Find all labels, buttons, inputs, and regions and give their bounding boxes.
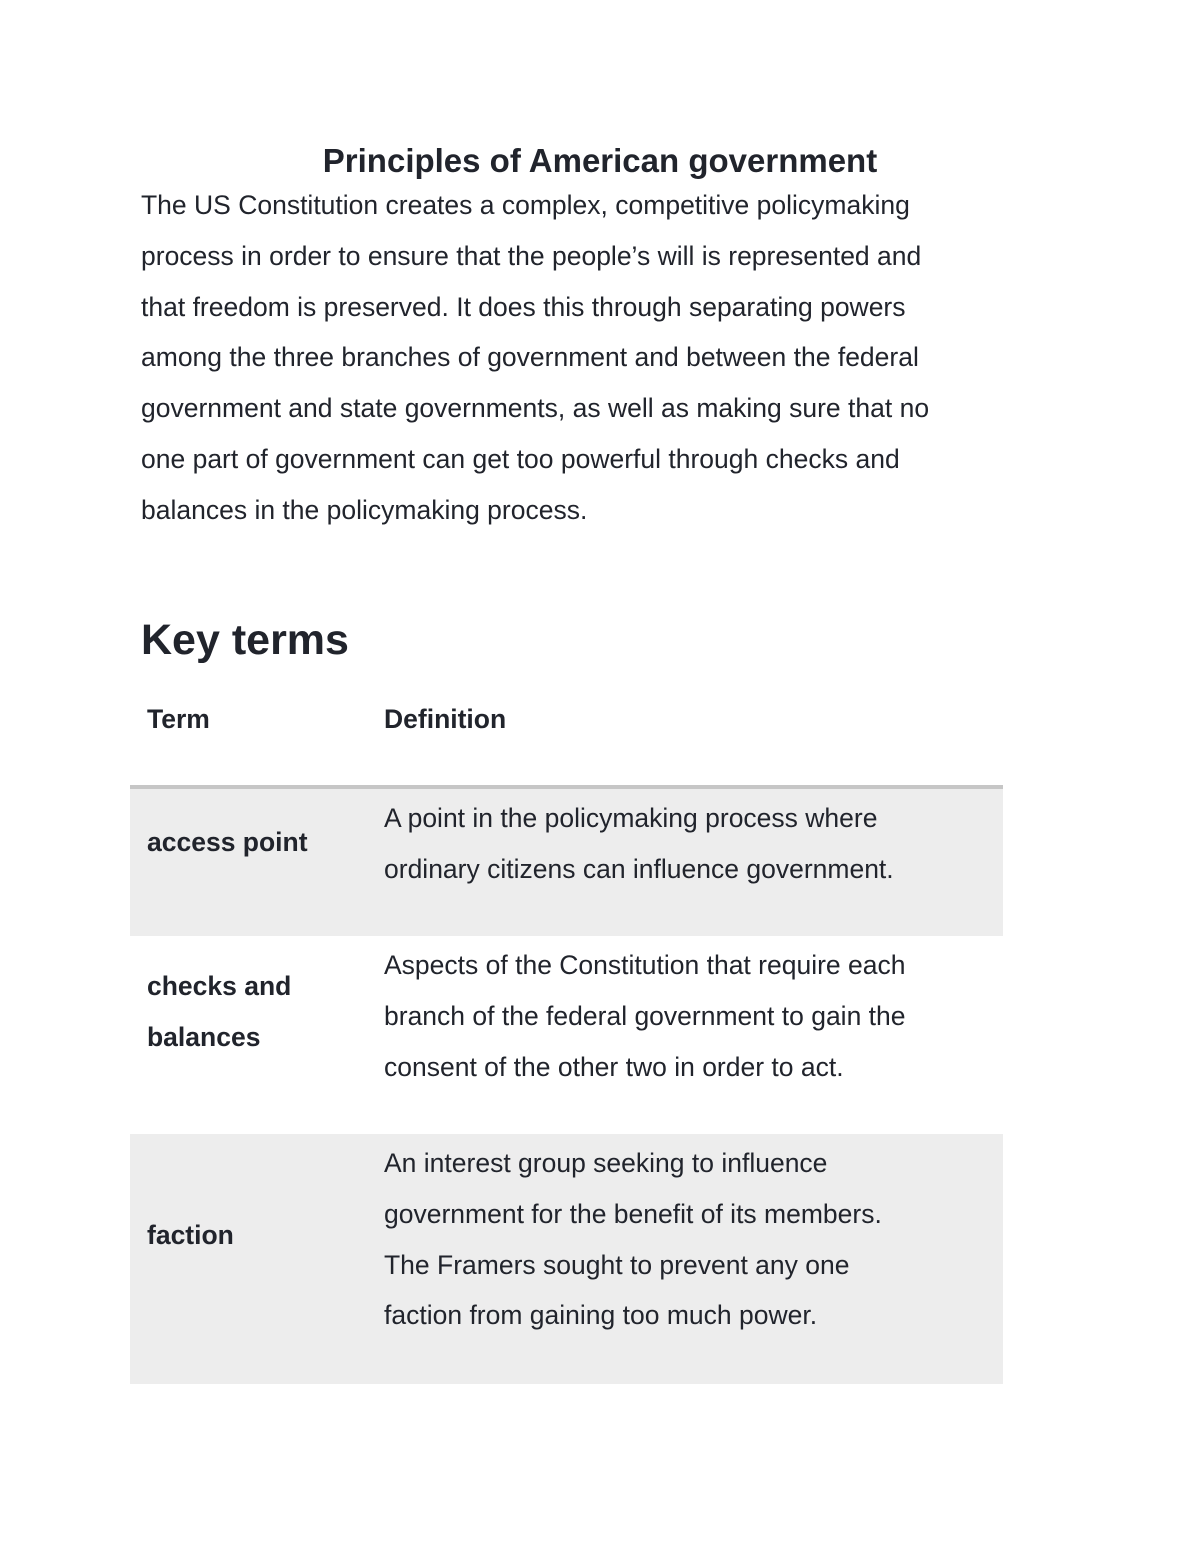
- definition-line: Aspects of the Constitution that require each: [384, 950, 906, 980]
- intro-line: process in order to ensure that the people’s will is represented and: [141, 240, 922, 271]
- intro-line: that freedom is preserved. It does this through separating powers: [141, 291, 906, 322]
- intro-line: The US Constitution creates a complex, competitive policymaking: [141, 190, 910, 220]
- definition-line: branch of the federal government to gain the: [384, 1000, 906, 1031]
- term-text: faction: [147, 1220, 234, 1250]
- intro-line: one part of government can get too powerful through checks and: [141, 443, 900, 474]
- table-row: [130, 1134, 1003, 1384]
- table-row: [130, 936, 1003, 1134]
- definition-line: consent of the other two in order to act.: [384, 1051, 844, 1082]
- table-row: [130, 789, 1003, 936]
- definition-cell: [384, 793, 984, 895]
- definition-line: The Framers sought to prevent any one: [384, 1249, 850, 1280]
- definition-line: government for the benefit of its members.: [384, 1198, 882, 1229]
- table-header-row: [130, 690, 1003, 789]
- column-header-definition: Definition: [384, 704, 507, 734]
- intro-line: balances in the policymaking process.: [141, 494, 588, 525]
- definition-cell: [384, 940, 984, 1092]
- definition-line: ordinary citizens can influence government.: [384, 853, 894, 884]
- intro-line: among the three branches of government and between the federal: [141, 342, 919, 373]
- term-text: checks and: [147, 971, 292, 1001]
- intro-paragraph: [141, 180, 1041, 536]
- intro-line: government and state governments, as well as making sure that no: [141, 393, 930, 424]
- definition-line: A point in the policymaking process where: [384, 803, 878, 833]
- definition-line: An interest group seeking to influence: [384, 1148, 828, 1178]
- key-terms-table: [130, 690, 1003, 1384]
- definition-line: faction from gaining too much power.: [384, 1300, 818, 1331]
- term-cell: [147, 961, 367, 1063]
- term-text: access point: [147, 827, 308, 857]
- column-header-term: Term: [147, 704, 210, 734]
- definition-cell: [384, 1138, 984, 1341]
- term-cell: [147, 817, 367, 868]
- key-terms-heading: Key terms: [141, 616, 349, 664]
- term-cell: [147, 1210, 367, 1261]
- page-title: Principles of American government: [322, 142, 878, 179]
- term-text: balances: [147, 1021, 261, 1052]
